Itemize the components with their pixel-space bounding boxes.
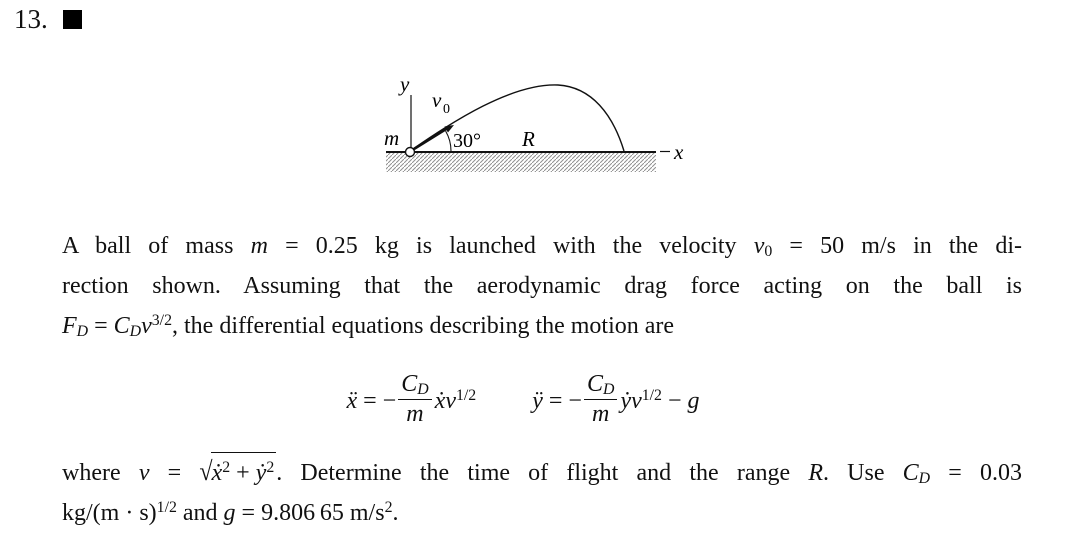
velocity-label: v xyxy=(432,88,442,112)
problem-number: 13. xyxy=(14,4,48,34)
range-label: R xyxy=(522,127,535,151)
mass-label: m xyxy=(384,126,400,150)
velocity-subscript: 0 xyxy=(443,102,450,117)
x-equation: ẍ = − $\frac{CD}{m}$ ẋv$^{1/2}$ xyxy=(346,370,477,427)
text-line-5: $kg/(m \cdot s)^{1/2}$ and g = 9.806 65 $m/s^2$. xyxy=(62,499,399,526)
velocity-arrow-shaft xyxy=(414,129,447,150)
trajectory-curve xyxy=(413,85,624,151)
launch-point xyxy=(406,148,415,157)
filled-square-marker-icon xyxy=(63,10,82,29)
text-line-4: where v = √ẋ$^2$ + ẏ$^2$. Determine the time of flight and the range R. Use CD = 0.03 xyxy=(62,452,1022,493)
angle-arc xyxy=(446,131,451,151)
text-line-2: rection shown. Assuming that the aerodynamic drag force acting on the ball is xyxy=(62,273,1022,299)
diagram-canvas xyxy=(380,75,700,180)
y-axis-label: y xyxy=(400,75,410,96)
problem-statement-top xyxy=(62,226,1022,346)
ground-hatch xyxy=(386,153,656,172)
x-axis-label: x xyxy=(674,140,684,164)
y-equation: ÿ = − $\frac{CD}{m}$ ẏv$^{1/2}$ − g xyxy=(532,370,700,427)
problem-statement-bottom xyxy=(62,452,1022,533)
projectile-diagram xyxy=(380,75,700,180)
differential-equations xyxy=(43,360,1003,444)
text-line-1: A ball of mass m = 0.25 kg is launched with the velocity v0 = 50 m/s in the di- xyxy=(62,233,1023,261)
angle-label: 30° xyxy=(453,130,481,152)
text-line-3: FD = CDv$^{3/2}$, the differential equations describing the motion are xyxy=(62,312,675,341)
